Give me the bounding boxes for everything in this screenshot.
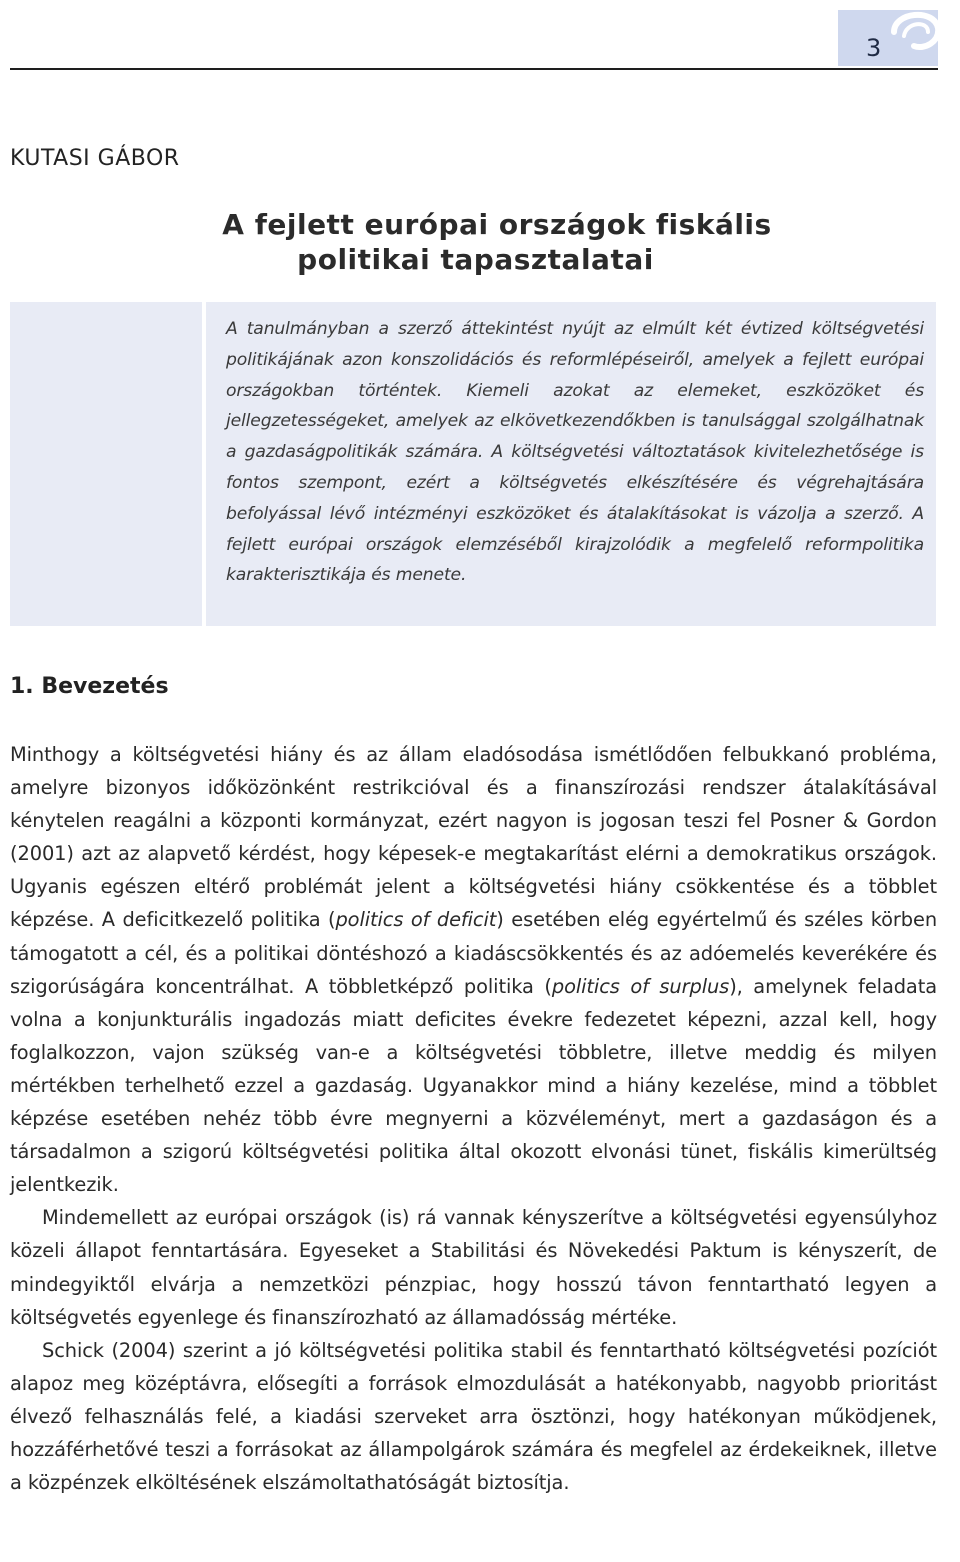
paragraph-2: Mindemellett az európai országok (is) rá vannak kényszerítve a költségvetési egyensúlyhoz közeli állapot fenntartására. Egyeseket a Stabilitási és Növekedési Paktum is kényszerít, de mindegyiktől elvárja a nemzetközi pénzpiac, hogy hosszú távon fenntartható legyen a költségvetés egyenlege és finanszírozható az államadósság mértéke. [10, 1206, 937, 1329]
article-title-line-2: politikai tapasztalatai [297, 243, 654, 276]
header-rule [10, 68, 938, 70]
author-name: KUTASI GÁBOR [10, 146, 180, 171]
page-number-tab [838, 10, 938, 66]
abstract-text: A tanulmányban a szerző áttekintést nyújt az elmúlt két évtized költségvetési politikájának azon konszolidációs és reformlépéseiről, amelyek a fejlett európai országokban történtek. Kiemeli azokat az elemeket, eszközöket és jellegzetességeket, amelyek az elkövetkezendőkben is tanulsággal szolgálhatnak a gazdaságpolitikák számára. A költségvetési változtatások kivitelezhetősége is fontos szempont, ezért a költségvetés elkészítésére és végrehajtására befolyással lévő intézményi eszközöket és átalakításokat is vázolja a szerző. A fejlett európai országok elemzéséből kirajzolódik a megfelelő reformpolitika karakterisztikája és menete. [226, 319, 924, 586]
paragraph-3: Schick (2004) szerint a jó költségvetési politika stabil és fenntartható költségvetési pozíciót alapoz meg középtávra, elősegíti a források elmozdulását a hatékonyabb, nagyobb prioritást élvező felhasználás felé, a kiadási szerveket arra ösztönzi, hogy hatékonyan működjenek, hozzáférhetővé teszi a forrásokat az állampolgárok számára és megfelel az érdekeiknek, illetve a közpénzek elköltésének elszámoltathatóságát biztosítja. [10, 1338, 937, 1495]
abstract-side-panel [10, 302, 202, 626]
article-title-line-1: A fejlett európai országok fiskális [222, 208, 772, 241]
paragraph-1-part-a: Minthogy a költségvetési hiány és az állam eladósodása ismétlődően felbukkanó probléma, amelyre bizonyos időközönként restrikcióval és a finanszírozási rendszer átalakításával kénytelen reagálni a központi kormányzat, ezért nagyon is jogosan teszi fel Posner & Gordon (2001) azt az alapvető kérdést, hogy képesek-e megtakarítást elérni a demokratikus országok. Ugyanis egészen eltérő problémát jelent a költségvetési hiány csökkentése és a többlet képzése. A deficitkezelő politika ( [10, 743, 937, 932]
paragraph-1 [10, 738, 937, 1201]
swirl-logo-icon [884, 10, 938, 62]
paragraph-1-part-b: ) esetében elég egyértelmű és széles körben támogatott a cél, és a politikai döntéshozó a kiadáscsökkentés és az adóemelés keverékére és szigorúságára koncentrálhat. A többletképző politika ( [10, 908, 938, 998]
paragraph-1-part-c: ), amelynek feladata volna a konjunkturális ingadozás miatt deficites évekre fedezetet képezni, azzal kell, hogy foglalkozzon, vajon szükség van-e a költségvetési többletre, illetve meddig és milyen mértékben terhelhető ezzel a gazdaság. Ugyanakkor mind a hiány kezelése, mind a többlet képzése esetében nehéz több évre megnyerni a közvéleményt, mert a gazdaságon és a társadalmon a szigorú költségvetési politika által okozott elvonási tünet, fiskális kimerültség jelentkezik. [10, 974, 937, 1197]
body-text [10, 738, 937, 1499]
section-heading: 1. Bevezetés [10, 674, 169, 699]
paragraph-1-emphasis-2: politics of surplus [551, 974, 730, 998]
paragraph-1-emphasis-1: politics of deficit [335, 908, 497, 932]
page-number: 3 [866, 34, 882, 62]
